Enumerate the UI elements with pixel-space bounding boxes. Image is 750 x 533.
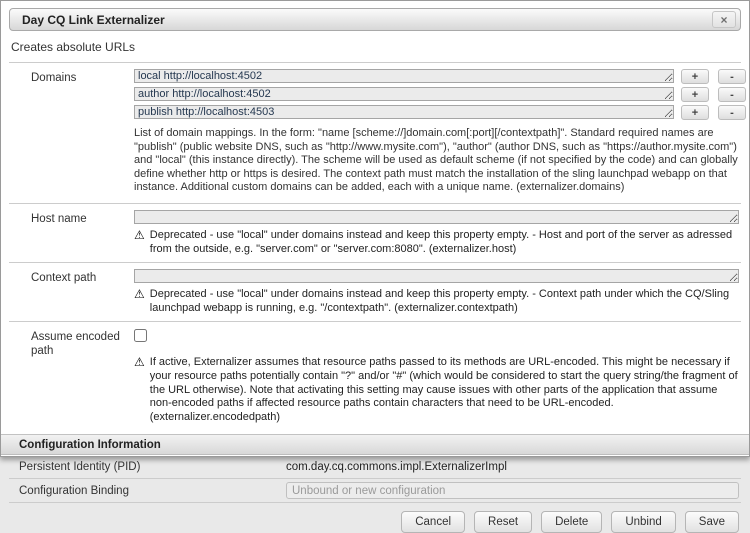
context-path-warning — [134, 288, 739, 315]
assume-encoded-path-warning-text: If active, Externalizer assumes that resource paths passed to its methods are URL-encoded. This might be necessary if your resource paths potentially contain "?" and/or "#" (which would be considered to start the query string/the fragment of the URL otherwise). Note that activating this setting may cause issues with other parts of the application that assume non-encoded paths if affected resource paths contain characters that need to be URL-encoded. (externalizer.encodedpath) — [149, 356, 738, 423]
remove-domain-button[interactable]: - — [718, 105, 746, 120]
assume-encoded-path-checkbox[interactable] — [134, 329, 147, 342]
add-domain-button[interactable]: + — [681, 69, 709, 84]
configuration-binding-row — [1, 479, 749, 502]
configuration-information-header: Configuration Information — [1, 434, 749, 455]
domains-label: Domains — [31, 72, 77, 84]
configuration-binding-label: Configuration Binding — [19, 484, 129, 497]
cancel-button[interactable]: Cancel — [401, 511, 465, 533]
host-name-input[interactable] — [134, 210, 739, 224]
pid-label: Persistent Identity (PID) — [19, 460, 141, 473]
delete-button[interactable]: Delete — [541, 511, 602, 533]
dialog-subtitle: Creates absolute URLs — [11, 40, 136, 54]
domain-input-publish[interactable] — [134, 105, 674, 119]
remove-domain-button[interactable]: - — [718, 87, 746, 102]
warning-icon: ⚠ — [134, 227, 145, 242]
dialog-title: Day CQ Link Externalizer — [22, 12, 165, 27]
context-path-input[interactable] — [134, 269, 739, 283]
context-path-label: Context path — [31, 272, 97, 285]
context-path-row — [1, 263, 749, 321]
domains-description: List of domain mappings. In the form: "name [scheme://]domain.com[:port][/contextpath]". Standard required names are "publish" (public website DNS, such as "http://www.mysite.com"), "author" (author DNS, such as "https://author.mysite.com") and "local" (this instance directly). The scheme will be used as default scheme (if not specified by the code) and can globally define whether http or https is desired. The context path must match the installation of the sling launchpad webapp on that instance. Additional custom domains can be added, each with a unique name. (externalizer.domains) — [134, 127, 738, 194]
assume-encoded-path-warning — [134, 356, 739, 424]
assume-encoded-path-label: Assume encoded path — [31, 331, 120, 358]
pid-value: com.day.cq.commons.impl.ExternalizerImpl — [286, 460, 507, 473]
assume-encoded-path-row — [1, 322, 749, 430]
domain-entry-row — [134, 105, 746, 120]
configuration-binding-input — [286, 482, 739, 499]
add-domain-button[interactable]: + — [681, 105, 709, 120]
warning-icon: ⚠ — [134, 355, 145, 370]
action-button-bar — [1, 503, 749, 533]
host-name-row — [1, 204, 749, 262]
domain-entry-row — [134, 87, 746, 102]
warning-icon: ⚠ — [134, 287, 145, 302]
dialog-title-bar — [9, 8, 741, 31]
context-path-warning-text: Deprecated - use "local" under domains instead and keep this property empty. - Context path under which the CQ/Sling launchpad webapp is running, e.g. "/contextpath". (externalizer.contextpath) — [149, 288, 730, 314]
remove-domain-button[interactable]: - — [718, 69, 746, 84]
unbind-button[interactable]: Unbind — [611, 511, 675, 533]
close-button[interactable] — [712, 11, 736, 28]
host-name-warning-text: Deprecated - use "local" under domains instead and keep this property empty. - Host and port of the server as adressed from the outside, e.g. "server.com" or "server.com:8080". (externalizer.host) — [149, 228, 733, 255]
pid-row — [1, 455, 749, 478]
save-button[interactable]: Save — [685, 511, 739, 533]
reset-button[interactable]: Reset — [474, 511, 532, 533]
domain-entry-row — [134, 69, 746, 84]
close-icon: × — [720, 12, 728, 27]
domain-input-author[interactable] — [134, 87, 674, 101]
add-domain-button[interactable]: + — [681, 87, 709, 102]
host-name-warning — [134, 229, 739, 256]
host-name-label: Host name — [31, 212, 87, 225]
domain-input-local[interactable] — [134, 69, 674, 83]
domains-row — [1, 63, 749, 203]
